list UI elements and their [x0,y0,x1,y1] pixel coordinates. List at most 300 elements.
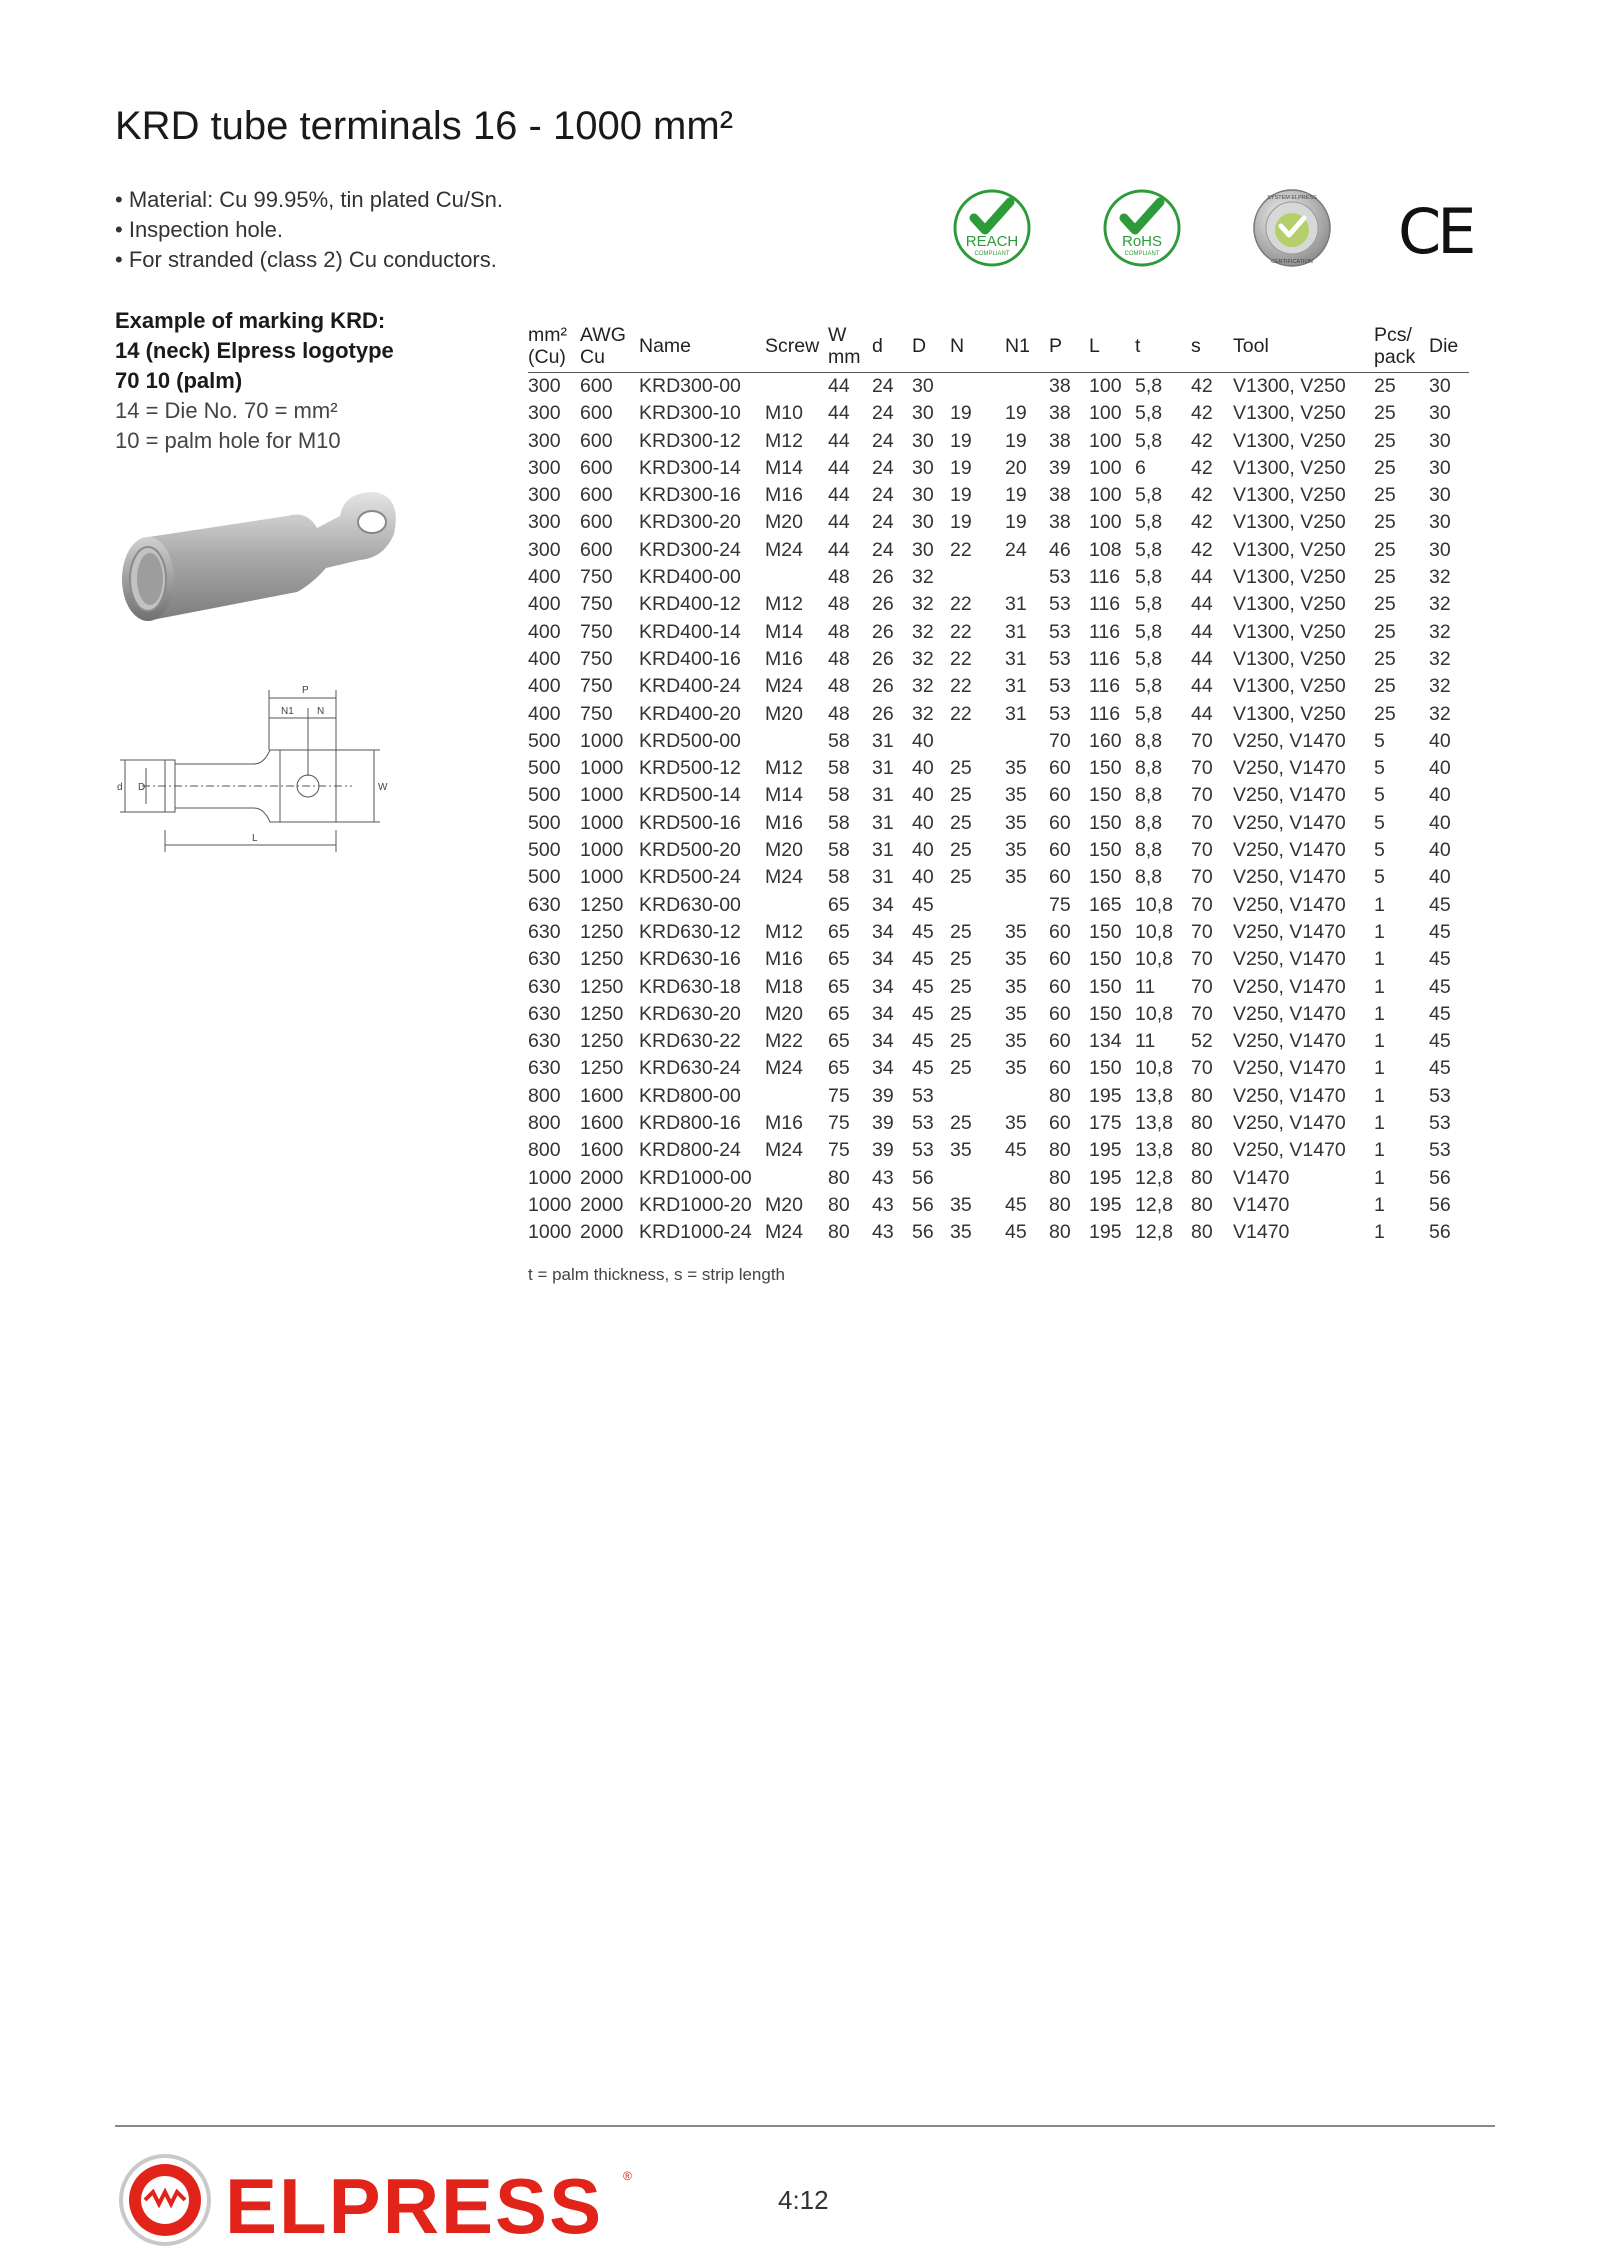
cell-D: 30 [912,375,934,397]
cell-tool: V250, V1470 [1233,948,1346,971]
table-row [528,509,1469,536]
col-header-D: D [912,320,950,373]
cell-N1: 35 [1005,948,1027,971]
cell-w: 58 [828,757,850,780]
cell-d: 26 [872,647,894,670]
cell-N: 25 [950,1112,972,1135]
cell-N [950,892,1005,919]
cell-s: 44 [1191,566,1213,589]
cell-P: 53 [1049,702,1071,725]
cell-pcs: 25 [1374,675,1396,698]
cell-t: 12,8 [1135,1221,1173,1244]
cell-d: 31 [872,839,894,862]
cell-d: 26 [872,593,894,616]
cell-w: 80 [828,1193,850,1216]
table-row [528,1137,1469,1164]
cell-pcs: 25 [1374,511,1396,534]
cell-t: 5,8 [1135,675,1163,698]
cell-die: 45 [1429,1002,1451,1025]
cell-name: KRD1000-24 [639,1221,752,1244]
cell-mm2: 500 [528,811,561,834]
cell-s: 80 [1191,1166,1213,1189]
cell-screw: M24 [765,538,803,561]
svg-text:COMPLIANT: COMPLIANT [1124,251,1160,257]
cell-mm2: 300 [528,538,561,561]
cell-t: 5,8 [1135,620,1163,643]
cell-N1: 20 [1005,456,1027,479]
cell-mm2: 800 [528,1084,561,1107]
col-header-die: Die [1429,320,1469,373]
cell-awg: 1250 [580,948,624,971]
cell-screw: M14 [765,620,803,643]
cell-t: 5,8 [1135,402,1163,425]
system-certification-seal [1252,188,1332,268]
cell-pcs: 25 [1374,375,1396,397]
cell-tool: V250, V1470 [1233,1030,1346,1053]
cell-name: KRD1000-00 [639,1166,752,1189]
cell-mm2: 1000 [528,1193,572,1216]
marking-line: 14 = Die No. 70 = mm² [115,398,338,423]
cell-tool: V1300, V250 [1233,538,1346,561]
table-row [528,1001,1469,1028]
cell-d: 43 [872,1193,894,1216]
cell-N: 35 [950,1139,972,1162]
cell-N1: 31 [1005,593,1027,616]
cell-N1: 35 [1005,757,1027,780]
cell-t: 12,8 [1135,1193,1173,1216]
cell-screw: M24 [765,866,803,889]
table-row [528,537,1469,564]
cell-d: 39 [872,1112,894,1135]
cell-D: 32 [912,675,934,698]
cell-die: 45 [1429,1030,1451,1053]
cell-die: 32 [1429,702,1451,725]
cell-w: 44 [828,429,850,452]
cell-P: 60 [1049,784,1071,807]
cell-name: KRD400-12 [639,593,741,616]
cell-s: 44 [1191,702,1213,725]
cell-L: 100 [1089,511,1122,534]
table-row [528,892,1469,919]
cell-name: KRD630-22 [639,1030,741,1053]
cell-N: 22 [950,620,972,643]
cell-screw: M20 [765,839,803,862]
cell-die: 30 [1429,429,1451,452]
cell-pcs: 25 [1374,456,1396,479]
cell-d: 24 [872,402,894,425]
cell-L: 116 [1089,647,1121,670]
cell-screw [765,1165,828,1192]
cell-awg: 1600 [580,1112,624,1135]
cell-s: 80 [1191,1221,1213,1244]
cell-t: 5,8 [1135,593,1163,616]
cell-die: 53 [1429,1139,1451,1162]
cell-D: 40 [912,784,934,807]
cell-N1: 45 [1005,1139,1027,1162]
svg-text:D: D [138,782,146,793]
cell-awg: 1000 [580,866,624,889]
cell-mm2: 630 [528,975,561,998]
cell-screw: M24 [765,1057,803,1080]
cell-P: 60 [1049,1112,1071,1135]
svg-text:L: L [252,833,258,844]
cell-s: 52 [1191,1030,1213,1053]
cell-L: 116 [1089,593,1121,616]
cell-pcs: 1 [1374,948,1385,971]
cell-awg: 2000 [580,1221,624,1244]
cell-pcs: 25 [1374,484,1396,507]
svg-text:N: N [317,706,325,717]
cell-awg: 600 [580,538,613,561]
table-row [528,646,1469,673]
cell-d: 24 [872,538,894,561]
cell-D: 32 [912,647,934,670]
cell-screw: M20 [765,511,803,534]
cell-awg: 1000 [580,757,624,780]
cell-D: 56 [912,1193,934,1216]
cell-tool: V1300, V250 [1233,647,1346,670]
cell-s: 44 [1191,620,1213,643]
cell-pcs: 1 [1374,1030,1385,1053]
cell-awg: 1600 [580,1139,624,1162]
cell-w: 44 [828,538,850,561]
cell-mm2: 1000 [528,1166,572,1189]
cell-N: 25 [950,948,972,971]
cell-tool: V1300, V250 [1233,511,1346,534]
cell-t: 6 [1135,456,1146,479]
cell-t: 11 [1135,1030,1156,1053]
cell-N1 [1005,1165,1049,1192]
cell-N: 19 [950,484,972,507]
cell-die: 40 [1429,811,1451,834]
cell-s: 80 [1191,1084,1213,1107]
cell-awg: 1000 [580,839,624,862]
table-header-row [528,320,1469,373]
cell-N1 [1005,892,1049,919]
marking-line: 70 10 (palm) [115,368,243,393]
cell-name: KRD630-20 [639,1002,741,1025]
cell-w: 44 [828,484,850,507]
table-row [528,946,1469,973]
cell-D: 45 [912,948,934,971]
cell-P: 75 [1049,893,1071,916]
cell-die: 40 [1429,866,1451,889]
cell-s: 42 [1191,511,1213,534]
cell-N: 22 [950,647,972,670]
cell-name: KRD400-20 [639,702,741,725]
cell-pcs: 5 [1374,729,1385,752]
cell-pcs: 5 [1374,866,1385,889]
cell-L: 150 [1089,757,1122,780]
cell-P: 38 [1049,484,1071,507]
table-row [528,673,1469,700]
cell-N1: 45 [1005,1221,1027,1244]
cell-awg: 600 [580,402,613,425]
cell-screw: M24 [765,1221,803,1244]
cell-awg: 750 [580,566,613,589]
cell-tool: V250, V1470 [1233,1112,1346,1135]
cell-awg: 750 [580,593,613,616]
cell-d: 31 [872,757,894,780]
cell-L: 150 [1089,1002,1122,1025]
cell-N: 25 [950,757,972,780]
cell-die: 32 [1429,647,1451,670]
cell-d: 24 [872,429,894,452]
cell-w: 58 [828,729,850,752]
cell-N: 22 [950,538,972,561]
marking-heading: Example of marking KRD: [115,308,386,333]
cell-tool: V250, V1470 [1233,866,1346,889]
cell-t: 8,8 [1135,839,1163,862]
cell-tool: V1300, V250 [1233,456,1346,479]
cell-screw: M10 [765,402,803,425]
cell-w: 48 [828,675,850,698]
cell-d: 31 [872,784,894,807]
cell-s: 42 [1191,402,1213,425]
cell-N: 35 [950,1221,972,1244]
cell-mm2: 630 [528,1002,561,1025]
footnote: t = palm thickness, s = strip length [528,1265,786,1284]
table-row [528,1219,1469,1246]
cell-die: 40 [1429,839,1451,862]
cell-die: 32 [1429,620,1451,643]
table-row [528,455,1469,482]
cell-die: 30 [1429,538,1451,561]
cell-die: 32 [1429,593,1451,616]
cell-D: 40 [912,866,934,889]
cell-die: 32 [1429,566,1451,589]
cell-screw: M16 [765,811,803,834]
cell-die: 56 [1429,1166,1451,1189]
cell-screw: M14 [765,456,803,479]
cell-awg: 1250 [580,1002,624,1025]
cell-name: KRD500-24 [639,866,741,889]
cell-N1: 19 [1005,429,1027,452]
cell-name: KRD800-00 [639,1084,741,1107]
cell-L: 100 [1089,456,1122,479]
cell-mm2: 400 [528,566,561,589]
cell-D: 32 [912,566,934,589]
cell-w: 65 [828,948,850,971]
svg-text:REACH: REACH [965,233,1019,250]
cell-screw: M12 [765,757,803,780]
cell-P: 38 [1049,375,1071,397]
cell-P: 60 [1049,811,1071,834]
cell-s: 42 [1191,456,1213,479]
cell-tool: V250, V1470 [1233,839,1346,862]
col-header-mm2: mm² (Cu) [528,320,580,373]
cell-tool: V1300, V250 [1233,566,1346,589]
cell-d: 34 [872,975,894,998]
cell-s: 70 [1191,839,1213,862]
cell-mm2: 630 [528,920,561,943]
footer-divider [115,2125,1495,2127]
cell-P: 53 [1049,566,1071,589]
cell-P: 39 [1049,456,1071,479]
cell-N: 25 [950,920,972,943]
cell-s: 70 [1191,757,1213,780]
cell-screw: M20 [765,1002,803,1025]
table-row [528,837,1469,864]
cell-name: KRD500-12 [639,757,741,780]
cell-name: KRD630-16 [639,948,741,971]
cell-die: 45 [1429,975,1451,998]
cell-N1: 35 [1005,920,1027,943]
col-header-N: N [950,320,1005,373]
cell-N1: 31 [1005,702,1027,725]
cell-awg: 600 [580,511,613,534]
cell-N1: 45 [1005,1193,1027,1216]
table-row [528,728,1469,755]
cell-P: 38 [1049,402,1071,425]
cell-s: 70 [1191,729,1213,752]
cell-mm2: 300 [528,484,561,507]
table-row [528,701,1469,728]
cell-tool: V1300, V250 [1233,429,1346,452]
cell-L: 175 [1089,1112,1122,1135]
cell-t: 10,8 [1135,1002,1173,1025]
cell-N: 19 [950,429,972,452]
cell-d: 24 [872,484,894,507]
cell-t: 8,8 [1135,757,1163,780]
cell-awg: 600 [580,456,613,479]
cell-d: 26 [872,702,894,725]
col-header-name: Name [639,320,765,373]
marking-example [115,306,394,456]
cell-P: 60 [1049,866,1071,889]
cell-N1: 35 [1005,1030,1027,1053]
cell-N1: 31 [1005,620,1027,643]
col-header-screw: Screw [765,320,828,373]
cell-mm2: 500 [528,757,561,780]
cell-name: KRD630-18 [639,975,741,998]
cell-screw [765,373,828,401]
svg-text:ELPRESS: ELPRESS [225,2162,604,2250]
cell-d: 26 [872,675,894,698]
cell-L: 100 [1089,429,1122,452]
cell-w: 44 [828,375,850,397]
cell-D: 30 [912,402,934,425]
cell-w: 65 [828,975,850,998]
cell-mm2: 630 [528,1057,561,1080]
col-header-t: t [1135,320,1191,373]
table-row [528,755,1469,782]
svg-text:CERTIFICATION: CERTIFICATION [1271,259,1313,265]
cell-mm2: 630 [528,1030,561,1053]
cell-awg: 600 [580,484,613,507]
cell-d: 24 [872,456,894,479]
cell-s: 70 [1191,975,1213,998]
cell-mm2: 630 [528,948,561,971]
cell-N1: 35 [1005,1057,1027,1080]
cell-name: KRD500-14 [639,784,741,807]
cell-P: 53 [1049,620,1071,643]
cell-pcs: 25 [1374,620,1396,643]
cell-D: 40 [912,839,934,862]
cell-awg: 1600 [580,1084,624,1107]
page-number: 4:12 [778,2185,829,2215]
col-header-d: d [872,320,912,373]
col-header-L: L [1089,320,1135,373]
cell-N1: 19 [1005,402,1027,425]
cell-tool: V1300, V250 [1233,593,1346,616]
cell-s: 44 [1191,647,1213,670]
feature-item: • For stranded (class 2) Cu conductors. [115,245,503,275]
cell-D: 53 [912,1139,934,1162]
cell-D: 53 [912,1084,934,1107]
cell-N: 35 [950,1193,972,1216]
cell-D: 40 [912,757,934,780]
cell-s: 42 [1191,484,1213,507]
cell-pcs: 1 [1374,1112,1385,1135]
cell-d: 31 [872,729,894,752]
cell-P: 60 [1049,1002,1071,1025]
cell-tool: V1470 [1233,1166,1290,1189]
cell-screw: M20 [765,702,803,725]
cell-N [950,564,1005,591]
cell-mm2: 500 [528,839,561,862]
table-row [528,591,1469,618]
cell-N: 25 [950,839,972,862]
cell-name: KRD300-12 [639,429,741,452]
cell-P: 60 [1049,948,1071,971]
cell-t: 13,8 [1135,1139,1173,1162]
cell-w: 65 [828,920,850,943]
cell-tool: V250, V1470 [1233,1139,1346,1162]
cell-awg: 1250 [580,1030,624,1053]
cell-die: 45 [1429,920,1451,943]
cell-N: 19 [950,402,972,425]
cell-N1: 35 [1005,839,1027,862]
cell-d: 39 [872,1139,894,1162]
feature-list [115,185,503,275]
cell-t: 8,8 [1135,784,1163,807]
cell-t: 13,8 [1135,1084,1173,1107]
cell-w: 75 [828,1139,850,1162]
cell-w: 58 [828,784,850,807]
cell-d: 34 [872,948,894,971]
cell-screw: M22 [765,1030,803,1053]
table-row [528,1055,1469,1082]
feature-item: • Inspection hole. [115,215,503,245]
cell-awg: 750 [580,702,613,725]
cell-die: 30 [1429,375,1451,397]
cell-t: 10,8 [1135,893,1173,916]
cell-P: 60 [1049,1030,1071,1053]
cell-name: KRD630-12 [639,920,741,943]
cell-P: 80 [1049,1221,1071,1244]
reach-compliant-badge [952,188,1032,268]
cell-N1: 35 [1005,866,1027,889]
cell-name: KRD800-16 [639,1112,741,1135]
cell-tool: V1300, V250 [1233,375,1346,397]
cell-name: KRD630-00 [639,893,741,916]
table-row [528,864,1469,891]
cell-t: 5,8 [1135,566,1163,589]
cell-N1 [1005,728,1049,755]
cell-w: 44 [828,402,850,425]
cell-N: 25 [950,784,972,807]
cell-N: 19 [950,511,972,534]
cell-P: 60 [1049,757,1071,780]
cell-N1: 31 [1005,647,1027,670]
cell-die: 32 [1429,675,1451,698]
cell-mm2: 1000 [528,1221,572,1244]
cell-awg: 1250 [580,975,624,998]
cell-D: 40 [912,729,934,752]
cell-N [950,728,1005,755]
ce-mark: CE [1398,195,1473,268]
